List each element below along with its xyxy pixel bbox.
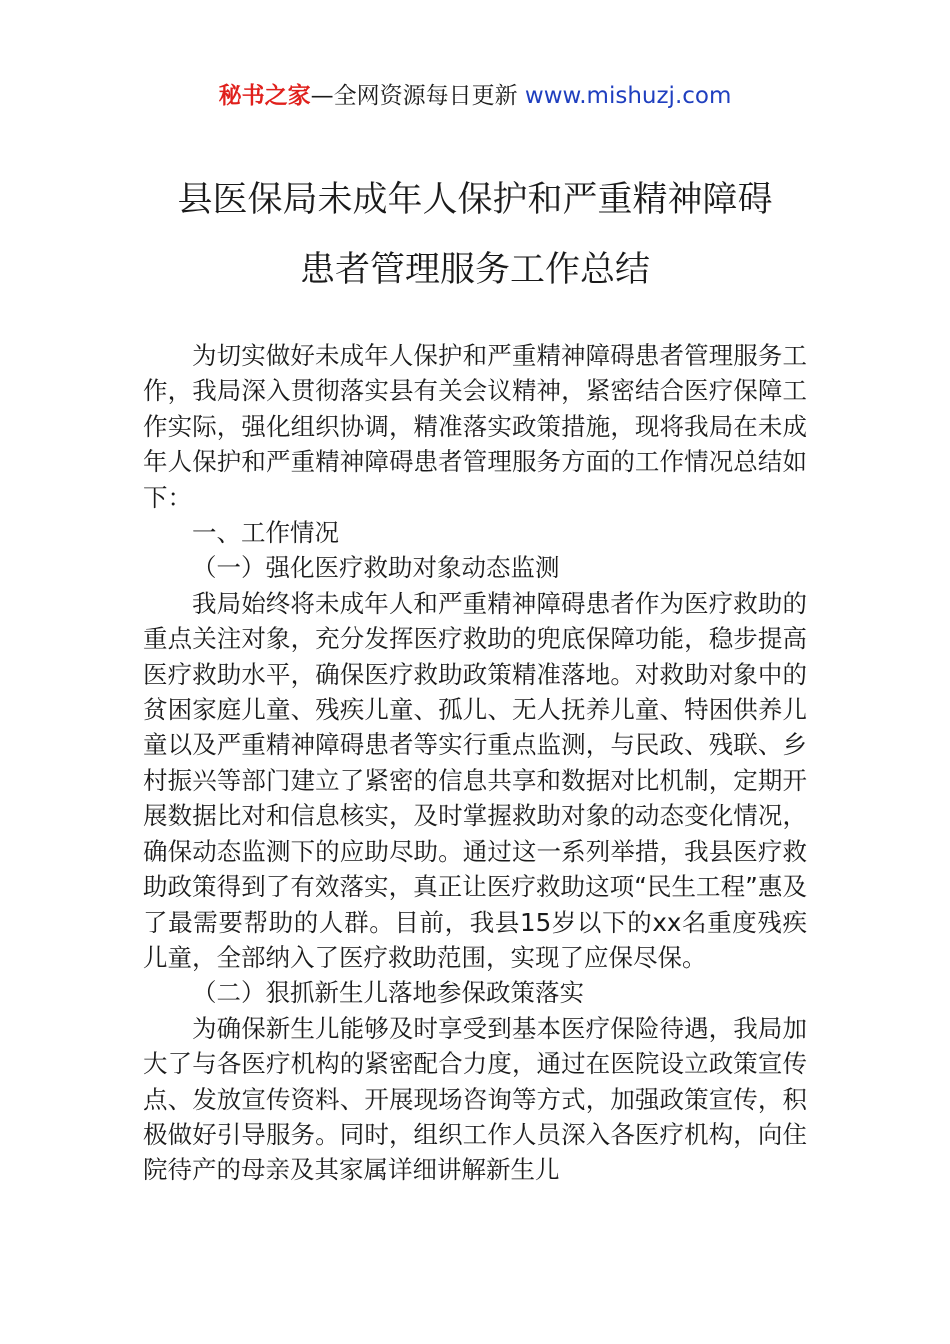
body-paragraph-2: 为确保新生儿能够及时享受到基本医疗保险待遇，我局加大了与各医疗机构的紧密配合力度，通过在医院设立政策宣传点、发放宣传资料、开展现场咨询等方式，加强政策宣传，积极做好引导服务。同时，组织工作人员深入各医疗机构，向住院待产的母亲及其家属详细讲解新生儿 (143, 1013, 807, 1185)
body-paragraph-1: 我局始终将未成年人和严重精神障碍患者作为医疗救助的重点关注对象，充分发挥医疗救助的兜底保障功能，稳步提高医疗救助水平，确保医疗救助政策精准落地。对救助对象中的贫困家庭儿童、残疾儿童、孤儿、无人抚养儿童、特困供养儿童以及严重精神障碍患者等实行重点监测，与民政、残联、乡村振兴等部门建立了紧密的信息共享和数据对比机制，定期开展数据比对和信息核实，及时掌握救助对象的动态变化情况，确保动态监测下的应助尽助。通过这一系列举措，我县医疗救助政策得到了有效落实，真正让医疗救助这项“民生工程”惠及了最需要帮助的人群。目前，我县15岁以下的xx名重度残疾儿童，全部纳入了医疗救助范围，实现了应保尽保。 (143, 588, 807, 972)
site-url[interactable]: www.mishuzj.com (524, 83, 732, 109)
document-title-line-1: 县医保局未成年人保护和严重精神障碍 (177, 180, 773, 220)
site-tagline: —全网资源每日更新 (310, 83, 525, 109)
subsection-heading-2: （二）狠抓新生儿落地参保政策落实 (192, 978, 584, 1008)
subsection-heading-1: （一）强化医疗救助对象动态监测 (192, 553, 560, 583)
document-body (143, 338, 807, 1188)
site-header (0, 78, 950, 114)
intro-paragraph: 为切实做好未成年人保护和严重精神障碍患者管理服务工作，我局深入贯彻落实县有关会议精神，紧密结合医疗保障工作实际，强化组织协调，精准落实政策措施，现将我局在未成年人保护和严重精神障碍患者管理服务方面的工作情况总结如下： (143, 341, 807, 512)
document-title-line-2: 患者管理服务工作总结 (299, 250, 650, 290)
section-heading-1: 一、工作情况 (192, 518, 339, 548)
site-brand: 秘书之家 (218, 83, 311, 109)
